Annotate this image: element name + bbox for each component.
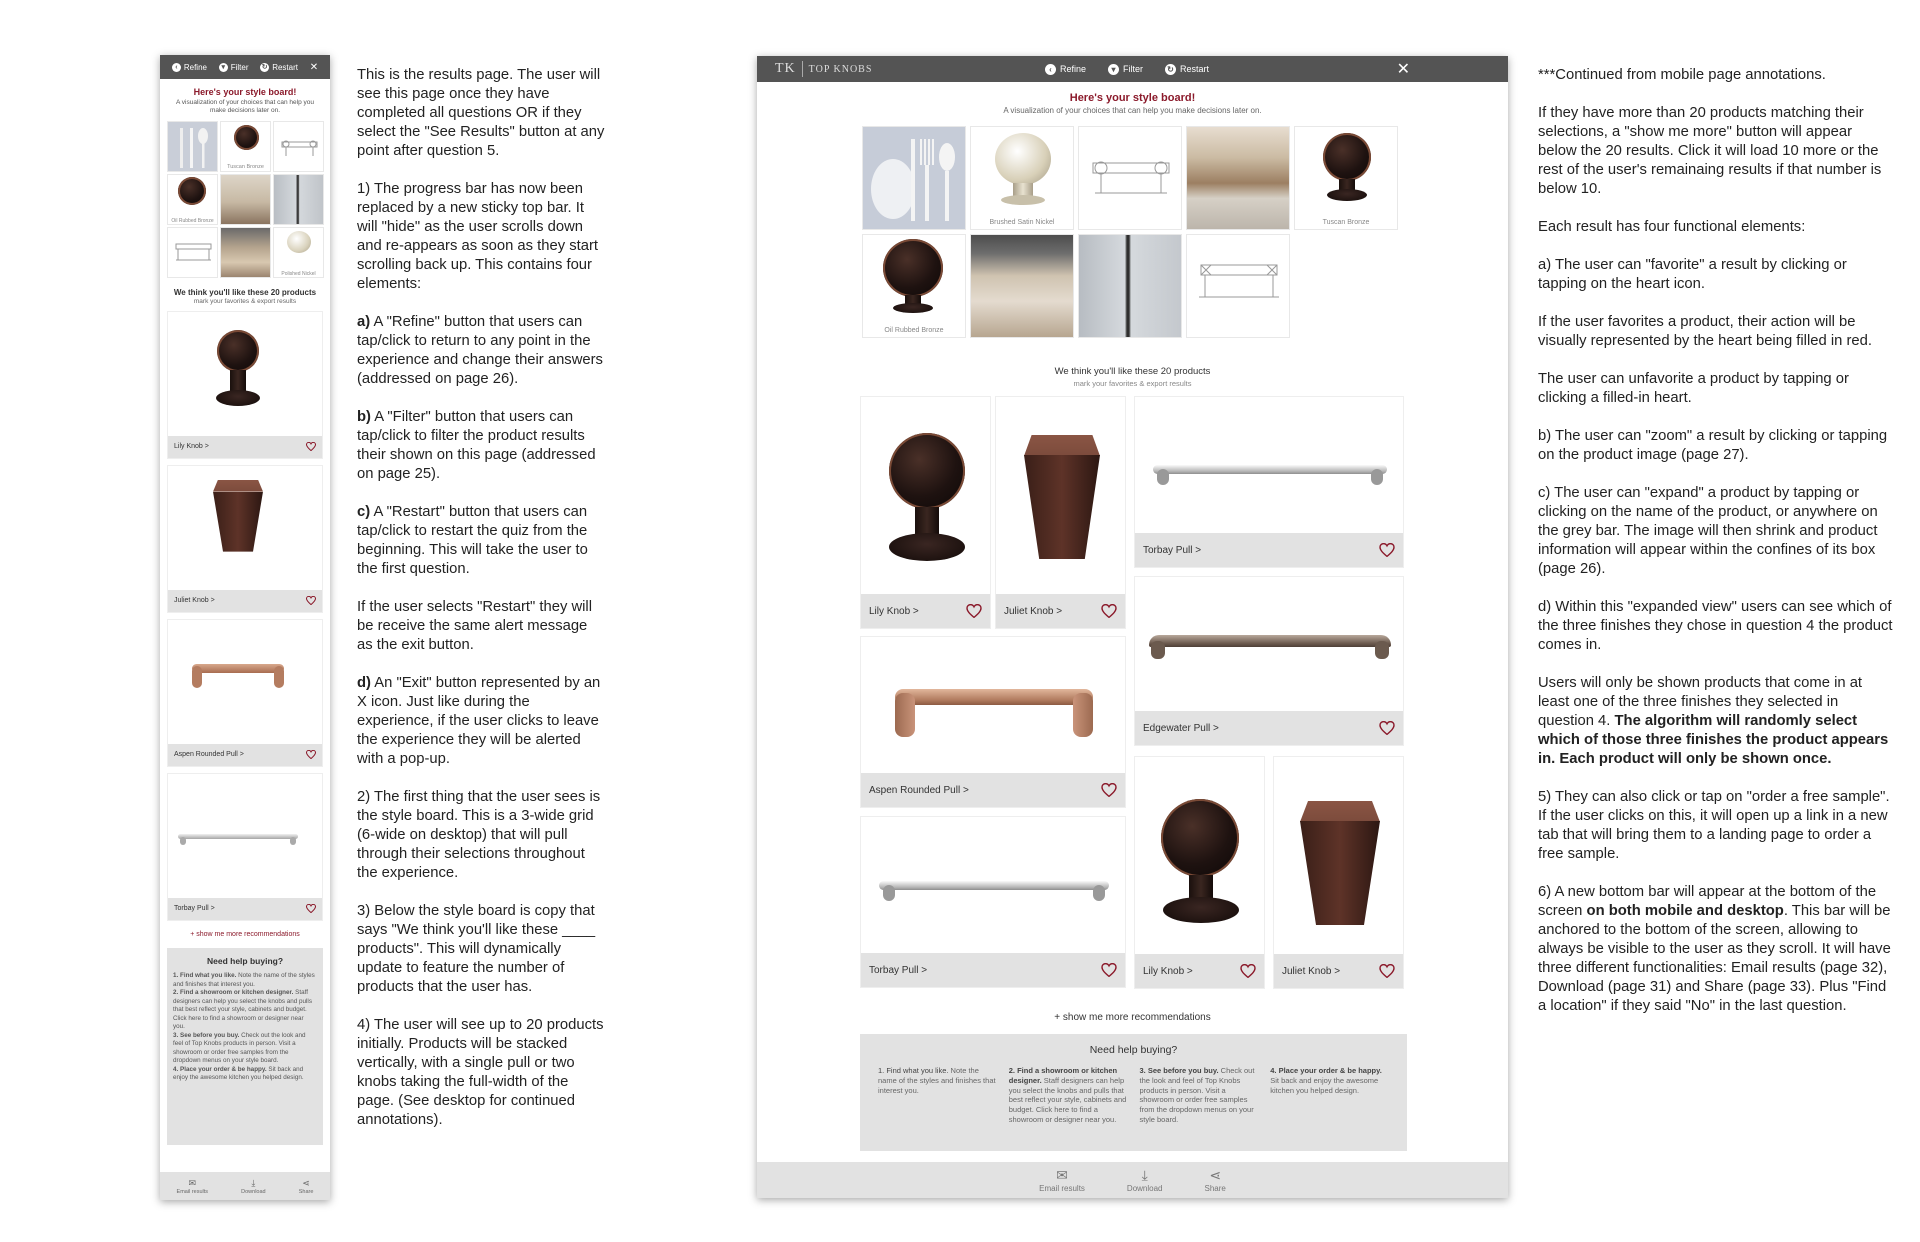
help-step-4: 4. Place your order & be happy. Sit back and enjoy the awesome kitchen you helped design.	[1270, 1066, 1382, 1095]
help-section: Need help buying? 1. Find what you like. Note the name of the styles and finishes that interest you. 2. Find a showroom or kitchen designer. Staff designers can help you select the knobs and pulls that best reflect your style, cabinets and budget. Click here to find a showroom or designer near you. 3. See before you buy. Check out the look and feel of Top Knobs products in person. Visit a showroom or order free samples from the dropdown menus on your style board. 4. Place your order & be happy. Sit back and enjoy the awesome kitchen you helped design.	[167, 948, 323, 1145]
interior-image	[220, 227, 271, 278]
product-bar[interactable]	[168, 590, 322, 612]
product-card-torbay-2[interactable]	[860, 816, 1126, 988]
empty-slot	[1402, 234, 1506, 338]
show-more-link[interactable]: + show me more recommendations	[1054, 1012, 1211, 1023]
restart-button[interactable]: ↻ Restart	[261, 62, 298, 72]
product-card-aspen[interactable]	[167, 619, 323, 767]
tuscan-bronze-swatch: Tuscan Bronze	[220, 121, 271, 172]
heart-icon[interactable]	[1101, 963, 1117, 977]
heart-icon[interactable]	[306, 904, 316, 913]
heart-icon[interactable]	[306, 596, 316, 605]
download-icon: ⤓	[1141, 1167, 1148, 1183]
desktop-mockup	[757, 56, 1508, 1198]
product-bar[interactable]	[996, 594, 1125, 628]
share-button[interactable]: ⋖ Share	[1204, 1167, 1226, 1193]
share-button[interactable]: ⋖ Share	[298, 1177, 314, 1195]
product-bar[interactable]	[168, 436, 322, 458]
product-bar[interactable]	[1135, 954, 1264, 988]
show-more-link[interactable]: + show me more recommendations	[190, 930, 300, 938]
style-board-grid	[160, 115, 330, 278]
desktop-annotations: ***Continued from mobile page annotations. If they have more than 20 products matching their selections, a "show me more" button will appear below the 20 results. Click it will load 10 more or the rest of the user's remainaing results if that number is below 10. Each result has four functional elements: a) The user can "favorite" a result by clicking or tapping on the heart icon. If the user favorites a product, their action will be visually represented by the heart being filled in red. The user can unfavorite a product by tapping or clicking a filled-in heart. b) The user can "zoom" a result by clicking or tapping on the product image (page 27). c) The user can "expand" a product by tapping or clicking on the name of the product, or anywhere on the grey bar. The image will then shrink and product information will appear within the confines of its box (page 26). d) Within this "expanded view" users can see which of the three finishes they chose in question 4 the product comes in. Users will only be shown products that come in at least one of the three finishes they selected in question 4. The algorithm will randomly select which of those three finishes the product appears in. Each product will only be shown once. 5) They can also click or tap on "order a free sample". If the user clicks on this, it will open up a link in a new tab that will bring them to a landing page to order a free sample. 6) A new bottom bar will appear at the bottom of the screen on both mobile and desktop. This bar will be anchored to the bottom of the screen, allowing to always be visible to the user as they scroll. It will have three different functionalities: Email results (page 32), Download (page 31) and Share (page 33). Plus "Find a location" if they said "No" in the last question.	[1538, 67, 1893, 1014]
heart-icon[interactable]	[1379, 543, 1395, 557]
help-step-2: 2. Find a showroom or kitchen designer. Staff designers can help you select the knobs and pulls that best reflect your style, cabinets and budget. Click here to find a showroom or designer near you.	[1008, 1066, 1127, 1124]
kitchen-image	[220, 174, 271, 225]
heart-icon[interactable]	[1101, 604, 1117, 618]
envelope-icon: ✉	[188, 1177, 197, 1188]
product-bar[interactable]	[168, 744, 322, 766]
style-board-heading: Here's your style board!	[193, 87, 297, 97]
product-name[interactable]: Torbay Pull >	[869, 964, 928, 976]
interior-image	[970, 234, 1074, 338]
product-card-edgewater[interactable]	[1134, 576, 1404, 746]
filter-icon: ▾	[219, 63, 228, 72]
cabinet-image	[1078, 234, 1182, 338]
style-board-grid	[862, 126, 1506, 338]
product-name[interactable]: Torbay Pull >	[174, 905, 215, 913]
close-icon[interactable]: ✕	[309, 61, 319, 73]
heart-icon[interactable]	[1101, 783, 1117, 797]
mobile-mockup	[160, 55, 330, 1200]
refine-icon: ‹	[172, 63, 181, 72]
product-name[interactable]: Lily Knob >	[174, 443, 209, 451]
restart-icon: ↻	[261, 63, 268, 71]
restart-icon: ↻	[1165, 64, 1176, 75]
brushed-satin-nickel-swatch: Brushed Satin Nickel	[970, 126, 1074, 230]
style-board-heading: Here's your style board!	[1069, 92, 1196, 104]
product-bar[interactable]	[1274, 954, 1403, 988]
product-name[interactable]: Edgewater Pull >	[1143, 722, 1219, 734]
oil-rubbed-bronze-swatch: Oil Rubbed Bronze	[167, 174, 218, 225]
product-name[interactable]: Lily Knob >	[869, 605, 919, 617]
heart-icon[interactable]	[1240, 964, 1256, 978]
pull-sketch-image-2	[1186, 234, 1290, 338]
heart-icon[interactable]	[306, 750, 316, 759]
product-card-juliet[interactable]	[995, 396, 1126, 629]
style-board-subtitle: A visualization of your choices that can help you make decisions later on.	[1003, 106, 1262, 115]
product-bar[interactable]	[168, 898, 322, 920]
close-icon[interactable]: ✕	[1396, 61, 1410, 78]
product-name[interactable]: Juliet Knob >	[1004, 605, 1063, 617]
refine-icon: ‹	[1045, 64, 1056, 75]
product-name[interactable]: Aspen Rounded Pull >	[869, 784, 969, 796]
results-heading: We think you'll like these 20 products	[173, 287, 317, 297]
help-heading: Need help buying?	[1089, 1044, 1178, 1056]
help-heading: Need help buying?	[206, 955, 284, 966]
heart-icon[interactable]	[306, 442, 316, 451]
download-button[interactable]: ⤓ Download	[241, 1177, 266, 1195]
filter-button[interactable]: ▾ Filter	[219, 63, 249, 72]
cutlery-image	[862, 126, 966, 230]
refine-button[interactable]: ‹ Refine	[172, 63, 207, 72]
heart-icon[interactable]	[966, 604, 982, 618]
product-bar[interactable]	[1135, 533, 1403, 567]
product-card-torbay[interactable]	[1134, 396, 1404, 568]
product-card-lily-2[interactable]	[1134, 756, 1265, 989]
product-card-torbay[interactable]	[167, 773, 323, 921]
heart-icon[interactable]	[1379, 964, 1395, 978]
results-subheading: mark your favorites & export results	[193, 297, 297, 305]
desktop-bottom-bar	[757, 1162, 1508, 1198]
pull-sketch-image	[1078, 126, 1182, 230]
share-icon: ⋖	[1209, 1167, 1222, 1183]
kitchen-image	[1186, 126, 1290, 230]
product-bar[interactable]	[861, 594, 990, 628]
results-subheading: mark your favorites & export results	[1073, 379, 1192, 388]
email-results-button[interactable]: ✉ Email results	[176, 1177, 209, 1195]
product-name[interactable]: Torbay Pull >	[1143, 544, 1202, 556]
mobile-annotations: This is the results page. The user will see this page once they have completed all questions OR if they select the "See Results" button at any point after question 5. 1) The progress bar has now been replaced by a new sticky top bar. It will "hide" as the user scrolls down and re-appears as soon as they start scrolling back up. This contains four elements: a) A "Refine" button that users can tap/click to return to any point in the experience and change their answers (addressed on page 26). b) A "Filter" button that users can tap/click to filter the product results their shown on this page (addressed on page 25). c) A "Restart" button that users can tap/click to restart the quiz from the beginning. This will take the user to the first question. If the user selects "Restart" they will be receive the same alert message as the exit button. d) An "Exit" button represented by an X icon. Just like during the experience, if the user clicks to leave the experience they will be alerted with a pop-up. 2) The first thing that the user sees is the style board. This is a 3-wide grid (6-wide on desktop) that will pull through their selections throughout the experience. 3) Below the style board is copy that says "We think you'll like these ____ products". This will dynamically update to feature the number of products that the user has. 4) The user will see up to 20 products initially. Products will be stacked vertically, with a single pull or two knobs taking the full-width of the page. (See desktop for continued annotations).	[357, 67, 605, 1128]
polished-nickel-swatch: Polished Nickel	[273, 227, 324, 278]
results-heading: We think you'll like these 20 products	[1054, 366, 1211, 377]
refine-button[interactable]: ‹ Refine	[1045, 64, 1086, 75]
product-bar[interactable]	[861, 773, 1125, 807]
download-button[interactable]: ⤓ Download	[1126, 1167, 1163, 1193]
mobile-bottom-bar	[160, 1172, 330, 1200]
toolbar-nav	[1045, 64, 1209, 75]
product-card-lily[interactable]	[167, 311, 323, 459]
product-card-aspen[interactable]	[860, 636, 1126, 808]
product-name[interactable]: Juliet Knob >	[1282, 965, 1341, 977]
desktop-top-bar	[757, 56, 1508, 82]
filter-button[interactable]: ▾ Filter	[1108, 64, 1143, 75]
product-card-juliet[interactable]	[167, 465, 323, 613]
product-name[interactable]: Juliet Knob >	[174, 597, 215, 605]
empty-slot	[1402, 126, 1506, 230]
style-board-subtitle: A visualization of your choices that can help you make decisions later on.	[175, 99, 315, 114]
pull-sketch-image-2	[167, 227, 218, 278]
download-icon: ⤓	[251, 1177, 256, 1188]
help-section	[860, 1034, 1407, 1151]
tuscan-bronze-swatch: Tuscan Bronze	[1294, 126, 1398, 230]
empty-slot	[1294, 234, 1398, 338]
mobile-top-bar	[160, 55, 330, 79]
email-results-button[interactable]: ✉ Email results	[1039, 1167, 1085, 1193]
restart-button[interactable]: ↻ Restart	[1165, 64, 1209, 75]
cabinet-image	[273, 174, 324, 225]
nickel-knob	[995, 133, 1051, 185]
product-bar[interactable]	[1135, 711, 1403, 745]
envelope-icon: ✉	[1056, 1167, 1068, 1183]
product-bar[interactable]	[861, 953, 1125, 987]
help-step-3: 3. See before you buy. Check out the look and feel of Top Knobs products in person. Visit a showroom or order free samples from the dropdown menus on your style board.	[1139, 1066, 1255, 1124]
pull-sketch-image	[273, 121, 324, 172]
heart-icon[interactable]	[1379, 721, 1395, 735]
oil-rubbed-bronze-swatch: Oil Rubbed Bronze	[862, 234, 966, 338]
cutlery-image	[167, 121, 218, 172]
nickel-knob	[287, 231, 311, 253]
filter-icon: ▾	[1108, 64, 1119, 75]
product-name[interactable]: Lily Knob >	[1143, 965, 1193, 977]
help-step-1: 1. Find what you like. Note the name of the styles and finishes that interest you.	[878, 1066, 996, 1095]
top-knobs-logo: TK TOP KNOBS	[775, 61, 873, 76]
product-name[interactable]: Aspen Rounded Pull >	[174, 751, 244, 759]
product-card-lily[interactable]	[860, 396, 991, 629]
product-card-juliet-2[interactable]	[1273, 756, 1404, 989]
share-icon: ⋖	[302, 1177, 310, 1188]
